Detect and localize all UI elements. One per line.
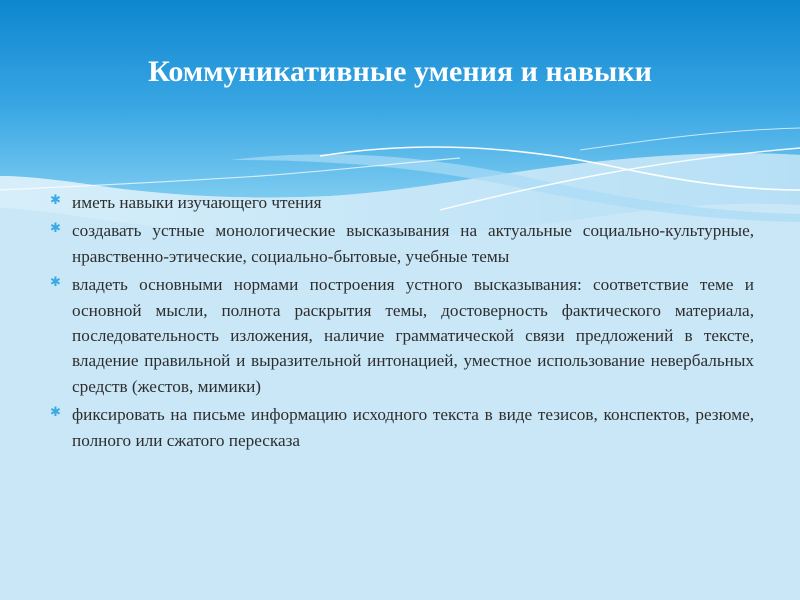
list-item-text: создавать устные монологические высказывания на актуальные социально-культурные, нравственно-этические, социально-бытовые, учебные темы [72,221,754,266]
list-item-text: фиксировать на письме информацию исходного текста в виде тезисов, конспектов, резюме, полного или сжатого пересказа [72,405,754,450]
asterisk-bullet-icon: ✱ [50,275,61,291]
list-item [50,402,754,453]
list-item [50,218,754,269]
bullet-list [50,190,754,456]
list-item [50,272,754,399]
list-item-text: иметь навыки изучающего чтения [72,193,322,212]
slide-title: Коммуникативные умения и навыки [148,55,652,88]
list-item [50,190,754,215]
list-item-text: владеть основными нормами построения устного высказывания: соответствие теме и основной мысли, полнота раскрытия темы, достоверность фактического материала, последовательность изложения, наличие грамматической связи предложений в тексте, владение правильной и выразительной интонацией, уместное использование невербальных средств (жестов, мимики) [72,275,754,396]
asterisk-bullet-icon: ✱ [50,193,61,208]
asterisk-bullet-icon: ✱ [50,221,61,237]
asterisk-bullet-icon: ✱ [50,405,61,421]
